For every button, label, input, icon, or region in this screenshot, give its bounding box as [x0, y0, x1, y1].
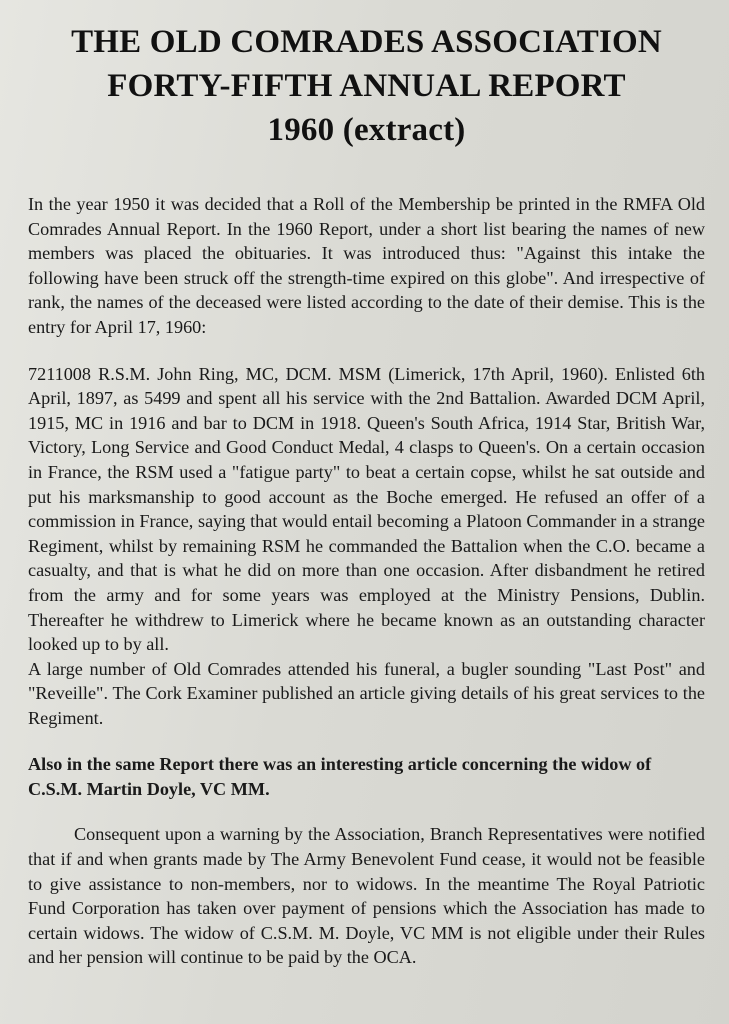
funeral-paragraph: A large number of Old Comrades attended his funeral, a bugler sounding "Last Post" and "Reveille". The Cork Examiner published an article giving details of his great services to the Regiment.: [28, 658, 705, 728]
title-line-3: 1960 (extract): [267, 112, 466, 148]
obituary-entry-paragraph: 7211008 R.S.M. John Ring, MC, DCM. MSM (Limerick, 17th April, 1960). Enlisted 6th April, 1897, as 5499 and spent all his service with the 2nd Battalion. Awarded DCM April, 1915, MC in 1916 and bar to DCM in 1918. Queen's South Africa, 1914 Star, British War, Victory, Long Service and Good Conduct Medal, 4 clasps to Queen's. On a certain occasion in France, the RSM used a "fatigue party" to beat a certain copse, whilst he sat outside and put his marksmanship to good account as the Boche emerged. He refused an offer of a commission in France, saying that would entail becoming a Platoon Commander in a strange Regiment, whilst by remaining RSM he commanded the Battalion when the C.O. became a casualty, and that is what he did on more than one occasion. After disbandment he retired from the army and for some years was employed at the Ministry Pensions, Dublin. Thereafter he withdrew to Limerick where he became known as an outstanding character looked up to by all.: [28, 363, 705, 655]
document-title: [28, 20, 705, 152]
section-heading: Also in the same Report there was an interesting article concerning the widow of C.S.M. Martin Doyle, VC MM.: [28, 754, 652, 800]
final-paragraph: Consequent upon a warning by the Association, Branch Representatives were notified that if and when grants made by The Army Benevolent Fund cease, it would not be feasible to give assistance to non-members, nor to widows. In the meantime The Royal Patriotic Fund Corporation has taken over payment of pensions which the Association has made to certain widows. The widow of C.S.M. M. Doyle, VC MM is not eligible under their Rules and her pension will continue to be paid by the OCA.: [28, 824, 705, 968]
intro-paragraph: In the year 1950 it was decided that a Roll of the Membership be printed in the RMFA Old Comrades Annual Report. In the 1960 Report, under a short list bearing the names of new members was placed the obituaries. It was introduced thus: "Against this intake the following have been struck off the strength-time expired on this globe". And irrespective of rank, the names of the deceased were listed according to the date of their demise. This is the entry for April 17, 1960:: [28, 194, 705, 337]
title-line-1: THE OLD COMRADES ASSOCIATION: [71, 24, 662, 60]
title-line-2: FORTY-FIFTH ANNUAL REPORT: [107, 68, 626, 104]
